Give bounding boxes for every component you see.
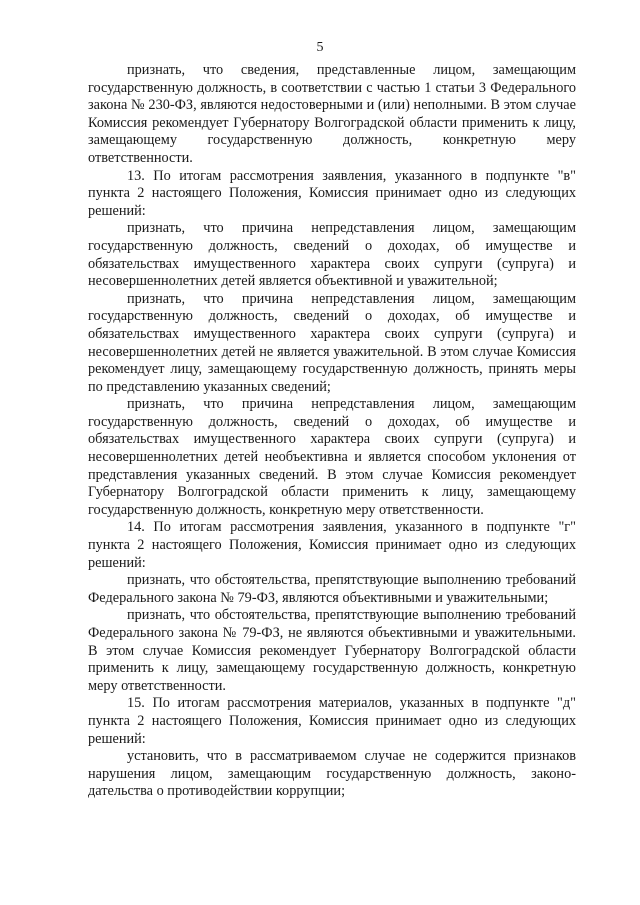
- paragraph-p1: признать, что сведения, представленные лицом, замещающим государственную должность, в соответствии с частью 1 статьи 3 Федерального закона № 230-ФЗ, являются недостоверными и (или) неполными. В этом случае Комиссия рекомендует Губернатору Волгоградской области применить к лицу, замещающему государственную должность, конкретную меру ответственности.: [88, 62, 576, 166]
- paragraph-p4: признать, что причина непредставления лицом, замещающим государственную должность, сведений о доходах, об имуществе и обязательствах имущественного характера своих супруги (супруга) и несовершеннолетних детей необъективна и является способом уклонения от представления указанных сведений. В этом случае Комиссия рекомендует Губернатору Волгоградской области применить к лицу, замещающему государственную должность, конкретную меру ответственности.: [88, 396, 576, 518]
- paragraph-clause-13: 13. По итогам рассмотрения заявления, указанного в подпункте "в" пункта 2 настоящего Положения, Комиссия принимает одно из следующих решений:: [88, 167, 576, 219]
- paragraph-p5: признать, что обстоятельства, препятствующие выполнению требований Федерального закона № 79-ФЗ, являются объективными и уважительными;: [88, 572, 576, 606]
- document-body: [88, 62, 576, 801]
- paragraph-clause-14: 14. По итогам рассмотрения заявления, указанного в подпункте "г" пункта 2 настоящего Положения, Комиссия принимает одно из следующих решений:: [88, 519, 576, 571]
- paragraph-p3: признать, что причина непредставления лицом, замещающим государственную должность, сведений о доходах, об имуществе и обязательствах имущественного характера своих супруги (супруга) и несовершеннолетних детей не является уважительной. В этом случае Комиссия рекомендует лицу, замещающему государственную должность, принять меры по представлению указанных сведений;: [88, 290, 576, 395]
- paragraph-p6: признать, что обстоятельства, препятствующие выполнению требований Федерального закона № 79-ФЗ, не являются объективными и уважительными. В этом случае Комиссия рекомендует Губернатору Волгоградской области применить к лицу, замещающему государственную должность, конкретную меру ответственности.: [88, 607, 576, 694]
- paragraph-p2: признать, что причина непредставления лицом, замещающим государственную должность, сведений о доходах, об имуществе и обязательствах имущественного характера своих супруги (супруга) и несовершеннолетних детей является объективной и уважительной;: [88, 220, 576, 290]
- paragraph-clause-15: 15. По итогам рассмотрения материалов, указанных в подпункте "д" пункта 2 настоящего Положения, Комиссия принимает одно из следующих решений:: [88, 695, 576, 747]
- paragraph-p7: установить, что в рассматриваемом случае не содержится признаков нарушения лицом, замещающим государственную должность, законодательства о противодействии коррупции;: [88, 748, 576, 800]
- page-number: 5: [316, 40, 324, 55]
